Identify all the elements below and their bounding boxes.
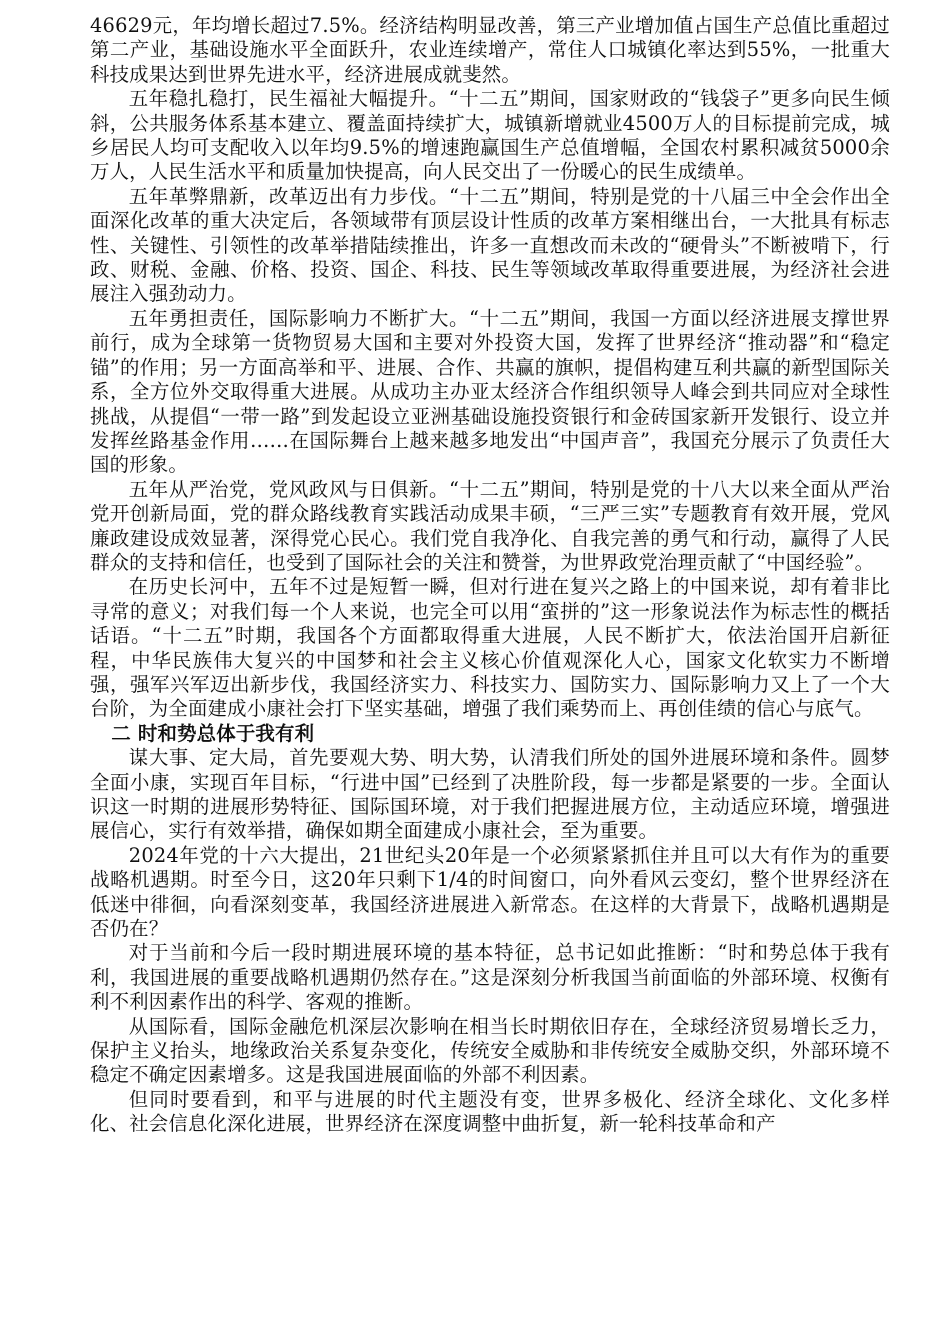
paragraph-reform: 五年革弊鼎新，改革迈出有力步伐。“十二五”期间，特别是党的十八届三中全会作出全面深化改革的重大决定后，各领域带有顶层设计性质的改革方案相继出台，一大批具有标志性、关键性、引领性的改革举措陆续推出，许多一直想改而未改的“硬骨头”不断被啃下，行政、财税、金融、价格、投资、国企、科技、民生等领域改革取得重要进展，为经济社会进展注入强劲动力。 [90,184,890,306]
paragraph-trends: 但同时要看到，和平与进展的时代主题没有变，世界多极化、经济全球化、文化多样化、社会信息化深化进展，世界经济在深度调整中曲折复，新一轮科技革命和产 [90,1087,890,1136]
paragraph-international: 五年勇担责任，国际影响力不断扩大。“十二五”期间，我国一方面以经济进展支撑世界前行，成为全球第一货物贸易大国和主要对外投资大国，发挥了世界经济“推动器”和“稳定锚”的作用；另一方面高举和平、进展、合作、共赢的旗帜，提倡构建互利共赢的新型国际关系，全方位外交取得重大进展。从成功主办亚太经济合作组织领导人峰会到共同应对全球性挑战，从提倡“一带一路”到发起设立亚洲基础设施投资银行和金砖国家新开发银行、设立并发挥丝路基金作用……在国际舞台上越来越多地发出“中国声音”，我国充分展示了负责任大国的形象。 [90,306,890,477]
paragraph-opportunity: 2024年党的十六大提出，21世纪头20年是一个必须紧紧抓住并且可以大有作为的重要战略机遇期。时至今日，这20年只剩下1/4的时间窗口，向外看风云变幻，整个世界经济在低迷中徘徊，向看深刻变革，我国经济进展进入新常态。在这样的大背景下，战略机遇期是否仍在？ [90,843,890,941]
paragraph-judgement: 对于当前和今后一段时期进展环境的基本特征，总书记如此推断：“时和势总体于我有利，我国进展的重要战略机遇期仍然存在。”这是深刻分析我国当前面临的外部环境、权衡有利不利因素作出的科学、客观的推断。 [90,941,890,1014]
section-heading: 二 时和势总体于我有利 [111,721,315,745]
paragraph-livelihood: 五年稳扎稳打，民生福祉大幅提升。“十二五”期间，国家财政的“钱袋子”更多向民生倾斜，公共服务体系基本建立、覆盖面持续扩大，城镇新增就业4500万人的目标提前完成，城乡居民人均可支配收入以年均9.5%的增速跑赢国生产总值增幅，全国农村累积减贫5000余万人，人民生活水平和质量加快提高，向人民交出了一份暖心的民生成绩单。 [90,87,890,184]
paragraph-situation: 谋大事、定大局，首先要观大势、明大势，认清我们所处的国外进展环境和条件。圆梦全面小康，实现百年目标，“行进中国”已经到了决胜阶段，每一步都是紧要的一步。全面认识这一时期的进展形势特征、国际国环境，对于我们把握进展方位，主动适应环境，增强进展信心，实行有效举措，确保如期全面建成小康社会，至为重要。 [90,746,890,843]
paragraph-international-risks: 从国际看，国际金融危机深层次影响在相当长时期依旧存在，全球经济贸易增长乏力，保护主义抬头，地缘政治关系复杂变化，传统安全威胁和非传统安全威胁交织，外部环境不稳定不确定因素增多。这是我国进展面临的外部不利因素。 [90,1014,890,1087]
paragraph-party: 五年从严治党，党风政风与日俱新。“十二五”期间，特别是党的十八大以来全面从严治党开创新局面，党的群众路线教育实践活动成果丰硕，“三严三实”专题教育有效开展，党风廉政建设成效显著，深得党心民心。我们党自我净化、自我完善的勇气和行动，赢得了人民群众的支持和信任，也受到了国际社会的关注和赞誉，为世界政党治理贡献了“中国经验”。 [90,477,890,574]
paragraph-economy: 46629元，年均增长超过7.5%。经济结构明显改善，第三产业增加值占国生产总值比重超过第二产业，基础设施水平全面跃升，农业连续增产，常住人口城镇化率达到55%，一批重大科技成果达到世界先进水平，经济进展成就斐然。 [90,14,890,86]
paragraph-history: 在历史长河中，五年不过是短暂一瞬，但对行进在复兴之路上的中国来说，却有着非比寻常的意义；对我们每一个人来说，也完全可以用“蛮拼的”这一形象说法作为标志性的概括话语。“十二五”时期，我国各个方面都取得重大进展，人民不断扩大，依法治国开启新征程，中华民族伟大复兴的中国梦和社会主义核心价值观深化人心，国家文化软实力不断增强，强军兴军迈出新步伐，我国经济实力、科技实力、国防实力、国际影响力又上了一个大台阶，为全面建成小康社会打下坚实基础，增强了我们乘势而上、再创佳绩的信心与底气。 [90,575,890,721]
